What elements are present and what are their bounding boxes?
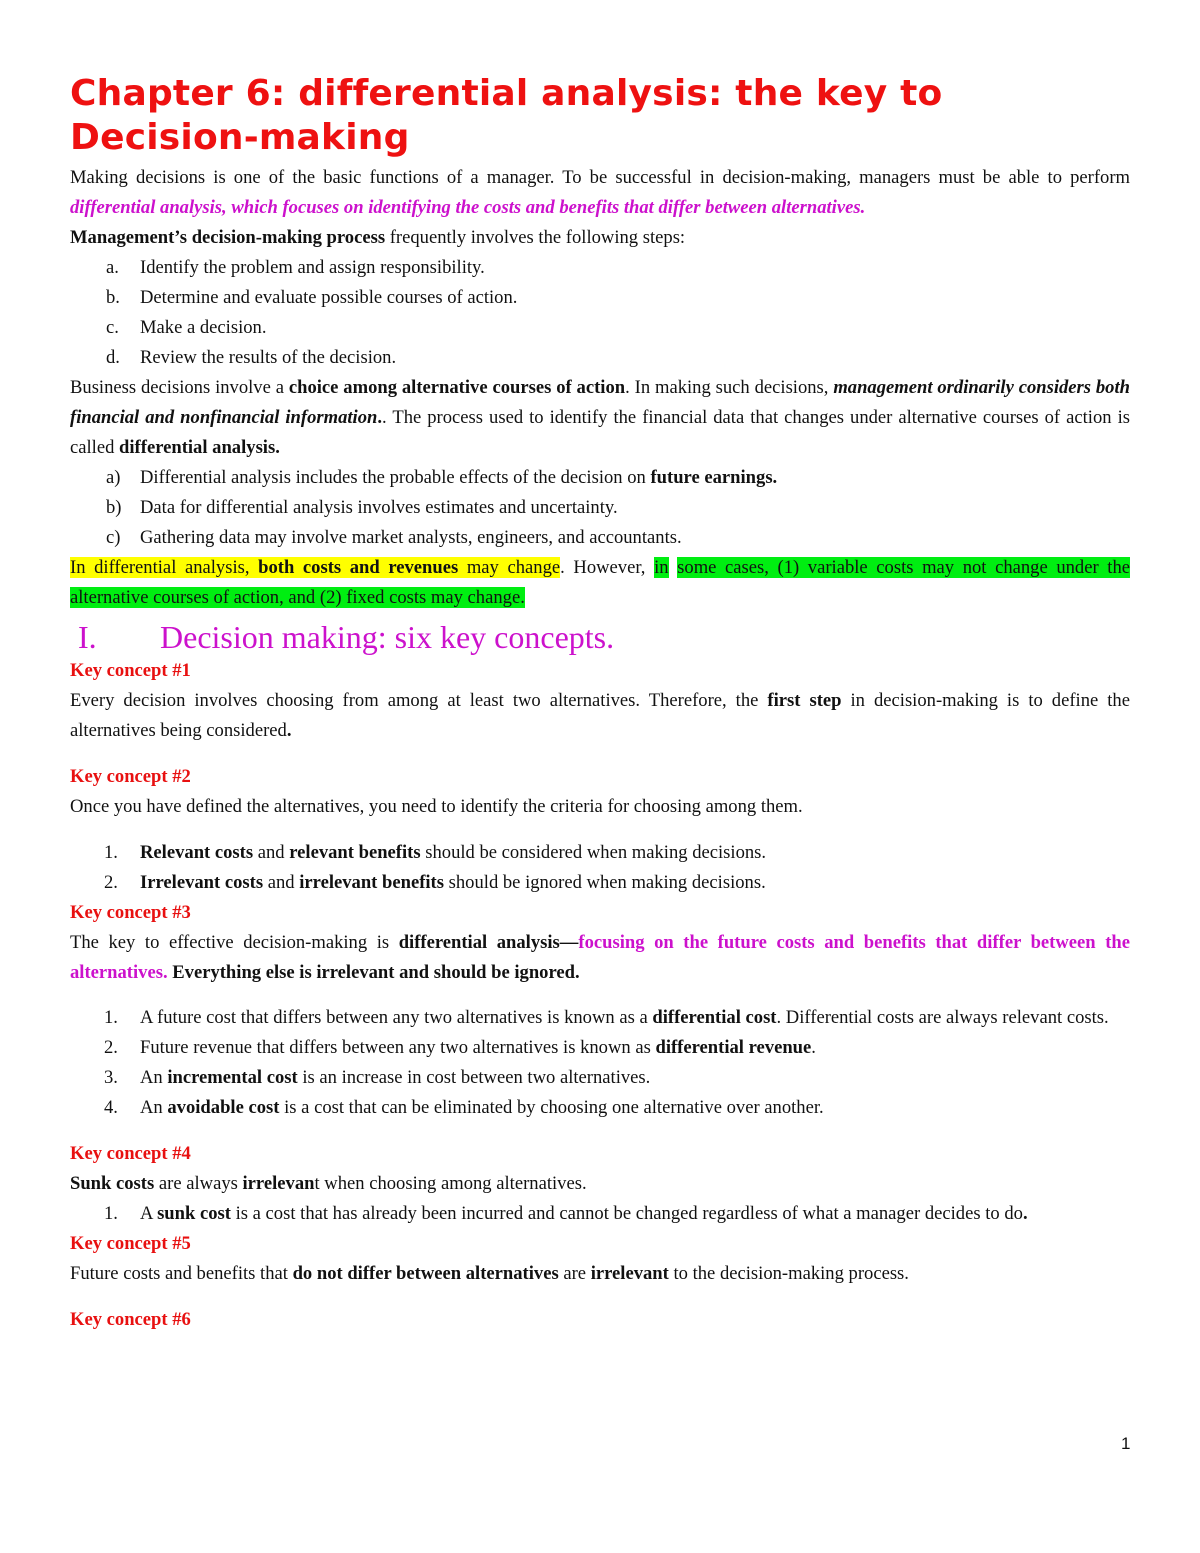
business-bold: differential analysis. xyxy=(119,437,280,458)
kc5-text: to the decision-making process. xyxy=(668,1263,909,1284)
highlight-paragraph xyxy=(70,553,1130,613)
kc4-bold: irrelevan xyxy=(242,1173,315,1194)
intro-paragraph xyxy=(70,163,1130,223)
list-marker: b) xyxy=(106,497,122,518)
list-item xyxy=(70,493,1130,523)
list-item-text: Gathering data may involve market analysts, engineers, and accountants. xyxy=(140,527,682,548)
key-concept-heading: Key concept #4 xyxy=(70,1143,191,1164)
list-marker: 1. xyxy=(104,1203,118,1224)
list-item-bold: . xyxy=(1022,1203,1028,1224)
list-marker: 1. xyxy=(104,1007,118,1028)
list-item-text: should be ignored when making decisions. xyxy=(444,872,766,893)
document-page xyxy=(70,72,1130,1335)
business-bold: choice among alternative courses of action xyxy=(288,377,626,398)
list-marker: 3. xyxy=(104,1067,118,1088)
list-marker: 1. xyxy=(104,842,118,863)
process-steps-list xyxy=(70,253,1130,373)
kc3-magenta-bold: focusing on the future costs and benefits that differ between the alternatives. xyxy=(70,932,1130,983)
key-concept-4-text xyxy=(70,1169,1130,1199)
business-paragraph: Business decisions involve a choice among alternative courses of action. In making such decisions, management ordinarily considers both financial and nonfinancial information.. The process used to identify the financial data that changes under alternative courses of action is called differential analysis. xyxy=(70,377,1130,458)
list-item-text: A future cost that differs between any two alternatives is known as a xyxy=(140,1007,653,1028)
list-marker: d. xyxy=(106,347,120,368)
list-marker: a. xyxy=(106,257,119,278)
key-concept-heading: Key concept #1 xyxy=(70,660,191,681)
kc3-text: The key to effective decision-making is xyxy=(70,932,399,953)
intro-emphasis: differential analysis, which focuses on identifying the costs and benefits that differ between alternatives. xyxy=(70,197,866,218)
list-item-bold: relevant benefits xyxy=(289,842,421,863)
kc5-bold: do not differ between alternatives xyxy=(292,1263,559,1284)
list-marker: 2. xyxy=(104,1037,118,1058)
page-number: 1 xyxy=(1121,1434,1131,1453)
yellow-highlight: may change xyxy=(458,557,561,578)
kc1-bold: first step xyxy=(767,690,842,711)
list-item-bold: future earnings. xyxy=(650,467,778,488)
highlight-space xyxy=(669,557,678,578)
list-item xyxy=(70,1033,1130,1063)
list-item xyxy=(70,253,1130,283)
list-item-bold: sunk cost xyxy=(157,1203,231,1224)
section-title: Decision making: six key concepts. xyxy=(160,619,615,655)
key-concept-heading: Key concept #2 xyxy=(70,766,191,787)
process-bold: Management’s decision-making process xyxy=(70,227,386,248)
list-item-text: should be considered when making decisions. xyxy=(420,842,767,863)
business-text: . The process used to identify the financial data that changes under alternative courses of action is called xyxy=(70,407,1130,458)
list-marker: c. xyxy=(106,317,119,338)
green-highlight: some cases, (1) variable costs may not change under the alternative courses of action, and (2) fixed costs may change. xyxy=(70,557,1131,608)
business-text: Business decisions involve a xyxy=(70,377,289,398)
key-concept-5-text xyxy=(70,1259,1130,1289)
section-heading xyxy=(70,615,1130,659)
list-item-text: Determine and evaluate possible courses of action. xyxy=(140,287,518,308)
list-item-bold: differential cost xyxy=(652,1007,777,1028)
yellow-highlight-bold: both costs and revenues xyxy=(258,557,459,578)
key-concept-2-list xyxy=(70,838,1130,898)
process-text: frequently involves the following steps: xyxy=(385,227,686,248)
list-item xyxy=(70,868,1130,898)
kc3-bold: differential analysis— xyxy=(398,932,579,953)
intro-text: Making decisions is one of the basic functions of a manager. To be successful in decision-making, managers must be able to perform xyxy=(70,167,1130,188)
list-item-text: Review the results of the decision. xyxy=(140,347,397,368)
list-item-text: is an increase in cost between two alternatives. xyxy=(297,1067,651,1088)
list-item xyxy=(70,1093,1130,1123)
list-item-text: An xyxy=(140,1067,168,1088)
green-highlight: in xyxy=(654,557,669,578)
list-item-text: is a cost that has already been incurred and cannot be changed regardless of what a manager decides to do xyxy=(230,1203,1023,1224)
list-item xyxy=(70,523,1130,553)
list-item-text: Make a decision. xyxy=(140,317,267,338)
list-item-text: and xyxy=(263,872,300,893)
kc5-text: are xyxy=(558,1263,591,1284)
kc4-text: t when choosing among alternatives. xyxy=(314,1173,587,1194)
list-item xyxy=(70,1199,1130,1229)
key-concept-3-list xyxy=(70,1003,1130,1123)
key-concept-2-text: Once you have defined the alternatives, you need to identify the criteria for choosing among them. xyxy=(70,796,803,817)
kc4-bold: Sunk costs xyxy=(70,1173,155,1194)
kc1-bold: . xyxy=(286,720,292,741)
list-item-bold: Irrelevant costs xyxy=(140,872,264,893)
business-list xyxy=(70,463,1130,553)
list-marker: 2. xyxy=(104,872,118,893)
list-item xyxy=(70,283,1130,313)
kc1-text: in decision-making is to define the alternatives being considered xyxy=(70,690,1130,741)
kc1-text: Every decision involves choosing from among at least two alternatives. Therefore, the xyxy=(70,690,768,711)
chapter-title: Chapter 6: differential analysis: the key to Decision-making xyxy=(70,73,943,158)
list-item xyxy=(70,343,1130,373)
kc4-text: are always xyxy=(154,1173,243,1194)
list-item xyxy=(70,313,1130,343)
list-marker: c) xyxy=(106,527,121,548)
list-item-text: Data for differential analysis involves estimates and uncertainty. xyxy=(140,497,618,518)
business-text: . In making such decisions, xyxy=(625,377,834,398)
highlight-text: . However, xyxy=(560,557,655,578)
key-concept-3-text xyxy=(70,928,1130,988)
list-item-bold: irrelevant benefits xyxy=(299,872,444,893)
list-item-text: An xyxy=(140,1097,168,1118)
business-bold-italic: management ordinarily considers both financial and nonfinancial information xyxy=(70,377,1130,428)
list-item-text: . Differential costs are always relevant costs. xyxy=(776,1007,1109,1028)
list-item-text: Future revenue that differs between any two alternatives is known as xyxy=(140,1037,656,1058)
key-concept-1-text xyxy=(70,686,1130,746)
kc5-bold: irrelevant xyxy=(590,1263,669,1284)
list-marker: b. xyxy=(106,287,120,308)
process-paragraph xyxy=(70,223,1130,253)
list-marker: a) xyxy=(106,467,121,488)
list-item xyxy=(70,1003,1130,1033)
list-marker: 4. xyxy=(104,1097,118,1118)
kc3-bold: Everything else is irrelevant and should be ignored. xyxy=(167,962,580,983)
key-concept-heading: Key concept #5 xyxy=(70,1233,191,1254)
list-item-text: A xyxy=(140,1203,158,1224)
kc5-text: Future costs and benefits that xyxy=(70,1263,293,1284)
list-item-text: Identify the problem and assign responsibility. xyxy=(140,257,485,278)
key-concept-heading: Key concept #3 xyxy=(70,902,191,923)
list-item-bold: differential revenue xyxy=(655,1037,812,1058)
key-concept-heading: Key concept #6 xyxy=(70,1309,191,1330)
list-item-text: and xyxy=(253,842,290,863)
list-item-bold: Relevant costs xyxy=(140,842,254,863)
list-item xyxy=(70,463,1130,493)
list-item-text: . xyxy=(811,1037,816,1058)
list-item-bold: incremental cost xyxy=(167,1067,298,1088)
section-number: I. xyxy=(78,619,97,655)
list-item-text: Differential analysis includes the probable effects of the decision on xyxy=(140,467,651,488)
list-item-bold: avoidable cost xyxy=(167,1097,280,1118)
list-item xyxy=(70,1063,1130,1093)
yellow-highlight: In differential analysis, xyxy=(70,557,259,578)
list-item-text: is a cost that can be eliminated by choosing one alternative over another. xyxy=(279,1097,824,1118)
key-concept-4-list xyxy=(70,1199,1130,1229)
list-item xyxy=(70,838,1130,868)
